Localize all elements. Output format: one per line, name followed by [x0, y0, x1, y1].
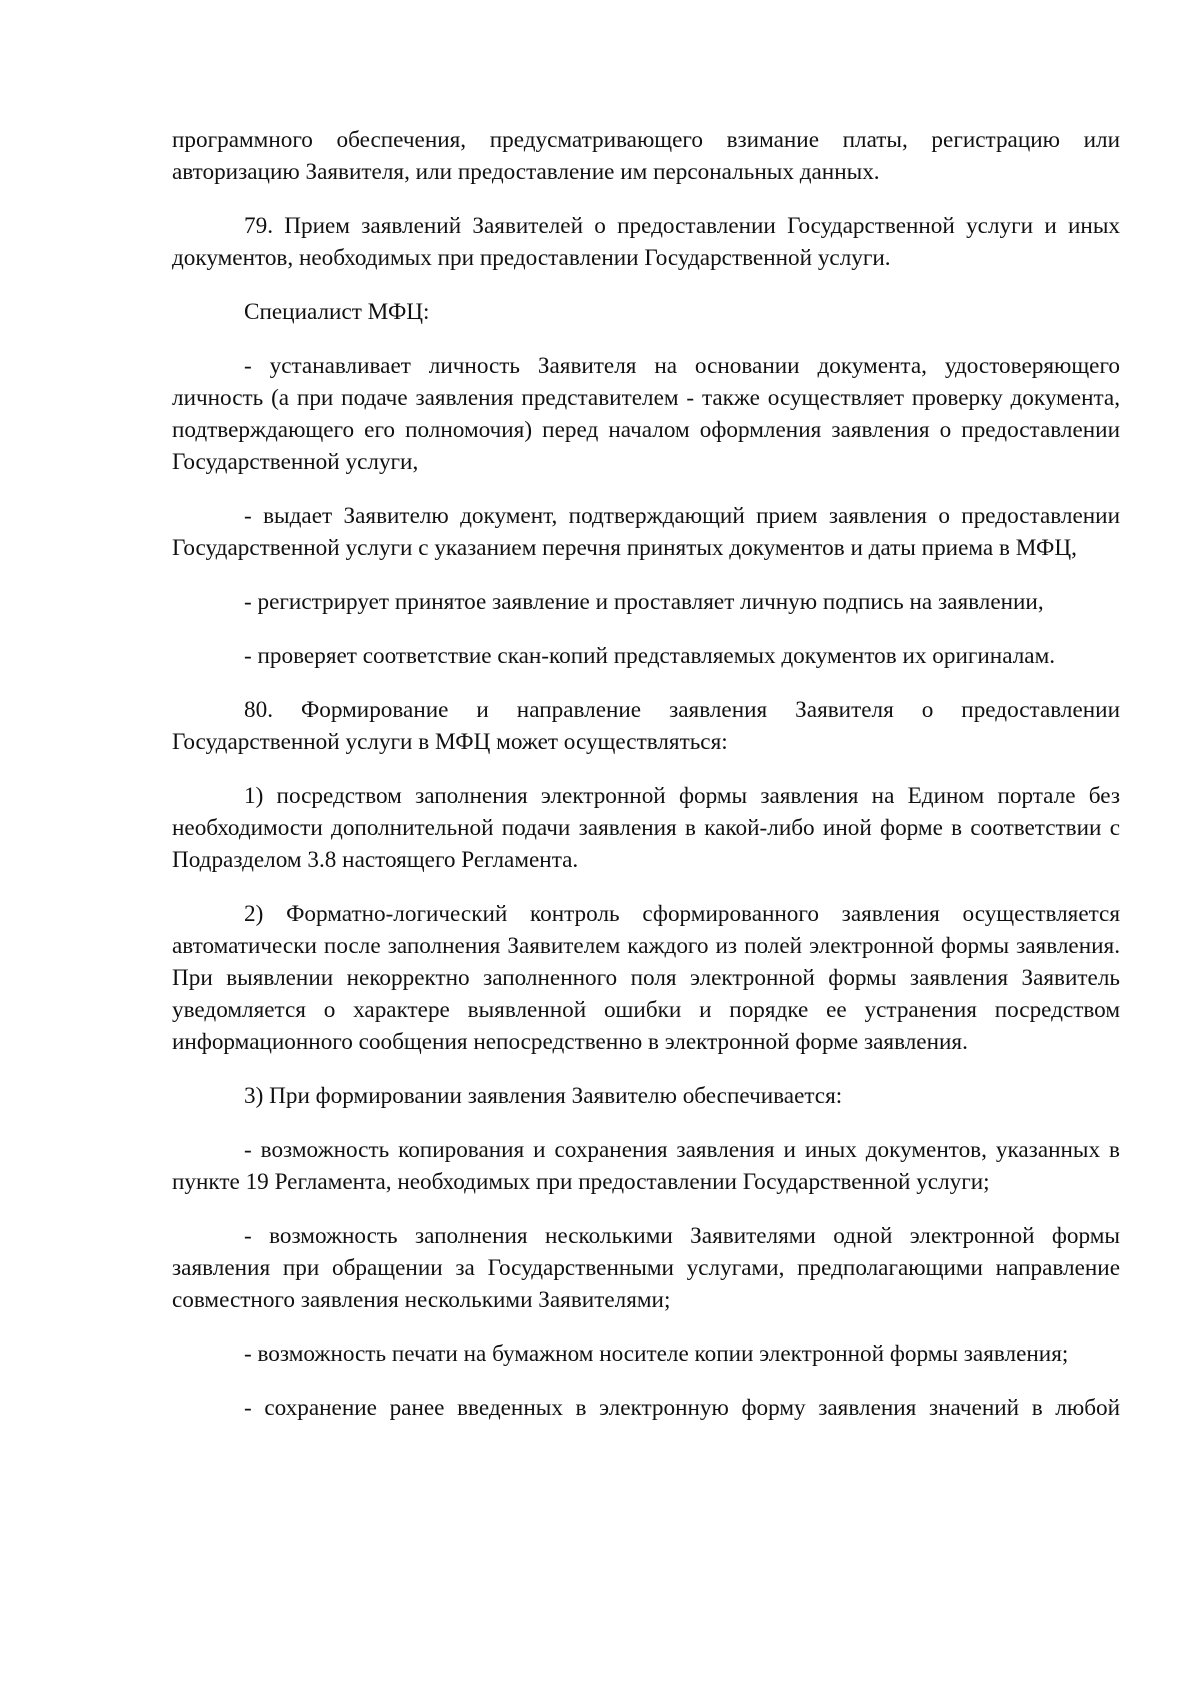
- paragraph-identity: - устанавливает личность Заявителя на основании документа, удостоверяющего личность (а при подаче заявления представителем - также осуществляет проверку документа, подтверждающего его полномочия) перед началом оформления заявления о предоставлении Государственной услуги,: [172, 353, 1120, 475]
- paragraph-79: 79. Прием заявлений Заявителей о предоставлении Государственной услуги и иных документов, необходимых при предоставлении Государственной услуги.: [172, 213, 1120, 271]
- paragraph-multiple-applicants: - возможность заполнения несколькими Заявителями одной электронной формы заявления при обращении за Государственными услугами, предполагающими направление совместного заявления несколькими Заявителями;: [172, 1223, 1120, 1313]
- paragraph-register: - регистрирует принятое заявление и проставляет личную подпись на заявлении,: [244, 589, 1044, 615]
- paragraph-80-item-3: 3) При формировании заявления Заявителю обеспечивается:: [244, 1083, 843, 1109]
- document-page: [172, 124, 1120, 1446]
- paragraph-issue-document: - выдает Заявителю документ, подтверждающий прием заявления о предоставлении Государственной услуги с указанием перечня принятых документов и даты приема в МФЦ,: [172, 503, 1120, 561]
- paragraph-80-item-2: 2) Форматно-логический контроль сформированного заявления осуществляется автоматически после заполнения Заявителем каждого из полей электронной формы заявления. При выявлении некорректно заполненного поля электронной формы заявления Заявитель уведомляется о характере выявленной ошибки и порядке ее устранения посредством информационного сообщения непосредственно в электронной форме заявления.: [172, 901, 1120, 1055]
- paragraph-80: 80. Формирование и направление заявления Заявителя о предоставлении Государственной услуги в МФЦ может осуществляться:: [172, 697, 1120, 755]
- paragraph-verify-scans: - проверяет соответствие скан-копий представляемых документов их оригиналам.: [244, 643, 1056, 669]
- paragraph-copy-save: - возможность копирования и сохранения заявления и иных документов, указанных в пункте 19 Регламента, необходимых при предоставлении Государственной услуги;: [172, 1137, 1120, 1195]
- paragraph-save-values: - сохранение ранее введенных в электронную форму заявления значений в любой: [244, 1395, 1120, 1421]
- paragraph-80-item-1: 1) посредством заполнения электронной формы заявления на Едином портале без необходимости дополнительной подачи заявления в какой-либо иной форме в соответствии с Подразделом 3.8 настоящего Регламента.: [172, 783, 1120, 873]
- paragraph-continuation: программного обеспечения, предусматривающего взимание платы, регистрацию или авторизацию Заявителя, или предоставление им персональных данных.: [172, 127, 1120, 185]
- paragraph-print: - возможность печати на бумажном носителе копии электронной формы заявления;: [244, 1341, 1069, 1367]
- paragraph-mfc-specialist: Специалист МФЦ:: [244, 299, 430, 325]
